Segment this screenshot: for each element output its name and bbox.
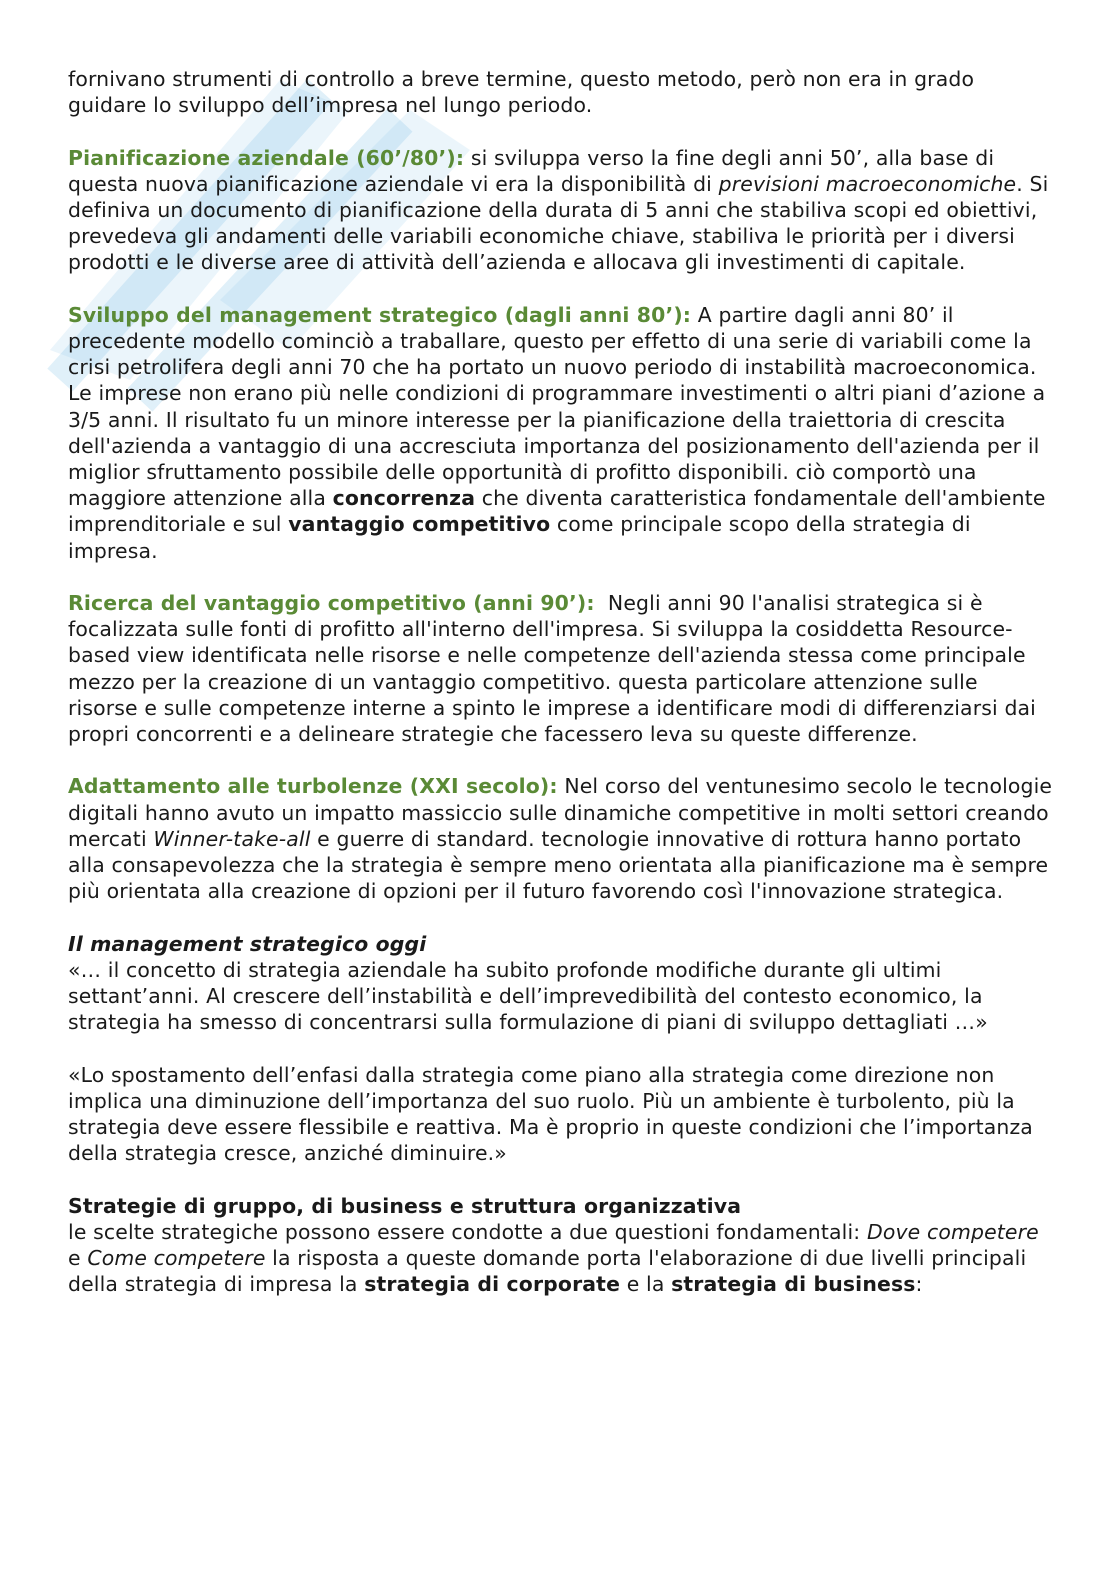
adattamento-heading: Adattamento alle turbolenze (XXI secolo): xyxy=(68,774,558,799)
pianificazione-heading: Pianificazione aziendale (60’/80’): xyxy=(68,145,465,170)
document-page xyxy=(68,66,1053,1297)
ricerca-text: Negli anni 90 l'analisi strategica si è focalizzata sulle fonti di profitto all'interno dell'impresa. Si sviluppa la cosiddetta Resource-based view identificata nelle risorse e nelle competenze dell'azienda stessa come principale mezzo per la creazione di un vantaggio competitivo. questa particolare attenzione sulle risorse e sulle competenze interne a spinto le imprese a identificare modi di differenziarsi dai propri concorrenti e a delineare strategie che facessero leva su queste differenze. xyxy=(68,591,1043,747)
sviluppo-heading: Sviluppo del management strategico (dagli anni 80’): xyxy=(68,302,692,327)
strategie-text-5: : xyxy=(915,1272,923,1297)
ricerca-heading: Ricerca del vantaggio competitivo (anni 90’): xyxy=(68,591,595,616)
strategie-heading: Strategie di gruppo, di business e struttura organizzativa xyxy=(68,1193,742,1218)
sviluppo-text-1: A partire dagli anni 80’ il precedente modello cominciò a traballare, questo per effetto di una serie di variabili come la crisi petrolifera degli anni 70 che ha portato un nuovo periodo di instabilità macroeconomica. Le imprese non erano più nelle condizioni di programmare investimenti o altri piani d’azione a 3/5 anni. Il risultato fu un minore interesse per la pianificazione della traiettoria di crescita dell'azienda a vantaggio di una accresciuta importanza del posizionamento dell'azienda per il miglior sfruttamento possibile delle opportunità di profitto disponibili. ciò comportò una maggiore attenzione alla xyxy=(68,302,1046,511)
strategie-text-2: e xyxy=(68,1246,88,1271)
adattamento-italic: Winner-take-all xyxy=(153,826,311,851)
strategie-italic-dove: Dove competere xyxy=(866,1219,1039,1244)
sviluppo-text-2: che diventa caratteristica fondamentale dell'ambiente imprenditoriale e sul xyxy=(68,486,1046,537)
oggi-heading: Il management strategico oggi xyxy=(68,931,427,956)
oggi-quote-1: «… il concetto di strategia aziendale ha subito profonde modifiche durante gli ultimi settant’anni. Al crescere dell’instabilità e dell’imprevedibilità del contesto economico, la strategia ha smesso di concentrarsi sulla formulazione di piani di sviluppo dettagliati …» xyxy=(68,957,988,1035)
sviluppo-paragraph xyxy=(68,302,1053,564)
adattamento-text-1: Nel corso del ventunesimo secolo le tecnologie digitali hanno avuto un impatto massiccio sulle dinamiche competitive in molti settori creando mercati xyxy=(68,774,1053,851)
strategie-bold-corporate: strategia di corporate xyxy=(364,1272,621,1297)
pianificazione-italic: previsioni macroeconomiche xyxy=(718,171,1017,196)
intro-paragraph xyxy=(68,66,1053,118)
adattamento-text-2: e guerre di standard. tecnologie innovative di rottura hanno portato alla consapevolezza che la strategia è sempre meno orientata alla pianificazione ma è sempre più orientata alla creazione di opzioni per il futuro favorendo così l'innovazione strategica. xyxy=(68,826,1049,904)
strategie-text-1: le scelte strategiche possono essere condotte a due questioni fondamentali: xyxy=(68,1219,867,1244)
strategie-text-3: la risposta a queste domande porta l'elaborazione di due livelli principali della strategia di impresa la xyxy=(68,1246,1027,1297)
pianificazione-text-2: . Si definiva un documento di pianificazione della durata di 5 anni che stabiliva scopi ed obiettivi, prevedeva gli andamenti delle variabili economiche chiave, stabiliva le priorità per i diversi prodotti e le diverse aree di attività dell’azienda e allocava gli investimenti di capitale. xyxy=(68,171,1049,275)
sviluppo-bold-concorrenza: concorrenza xyxy=(332,486,476,511)
oggi-quote-2-paragraph xyxy=(68,1062,1053,1167)
intro-text: fornivano strumenti di controllo a breve termine, questo metodo, però non era in grado guidare lo sviluppo dell’impresa nel lungo periodo. xyxy=(68,67,975,118)
oggi-paragraph xyxy=(68,931,1053,1036)
strategie-bold-business: strategia di business xyxy=(671,1272,916,1297)
pianificazione-text-1: si sviluppa verso la fine degli anni 50’, alla base di questa nuova pianificazione aziendale vi era la disponibilità di xyxy=(68,145,995,196)
sviluppo-text-3: come principale scopo della strategia di impresa. xyxy=(68,512,971,563)
oggi-quote-2: «Lo spostamento dell’enfasi dalla strategia come piano alla strategia come direzione non implica una diminuzione dell’importanza del suo ruolo. Più un ambiente è turbolento, più la strategia deve essere flessibile e reattiva. Ma è proprio in queste condizioni che l’importanza della strategia cresce, anziché diminuire.» xyxy=(68,1062,1033,1166)
sviluppo-bold-vantaggio: vantaggio competitivo xyxy=(288,512,551,537)
strategie-paragraph xyxy=(68,1193,1053,1298)
strategie-text-4: e la xyxy=(620,1272,672,1297)
ricerca-paragraph xyxy=(68,590,1053,747)
adattamento-paragraph xyxy=(68,773,1053,904)
strategie-italic-come: Come competere xyxy=(87,1246,266,1271)
pianificazione-paragraph xyxy=(68,145,1053,276)
